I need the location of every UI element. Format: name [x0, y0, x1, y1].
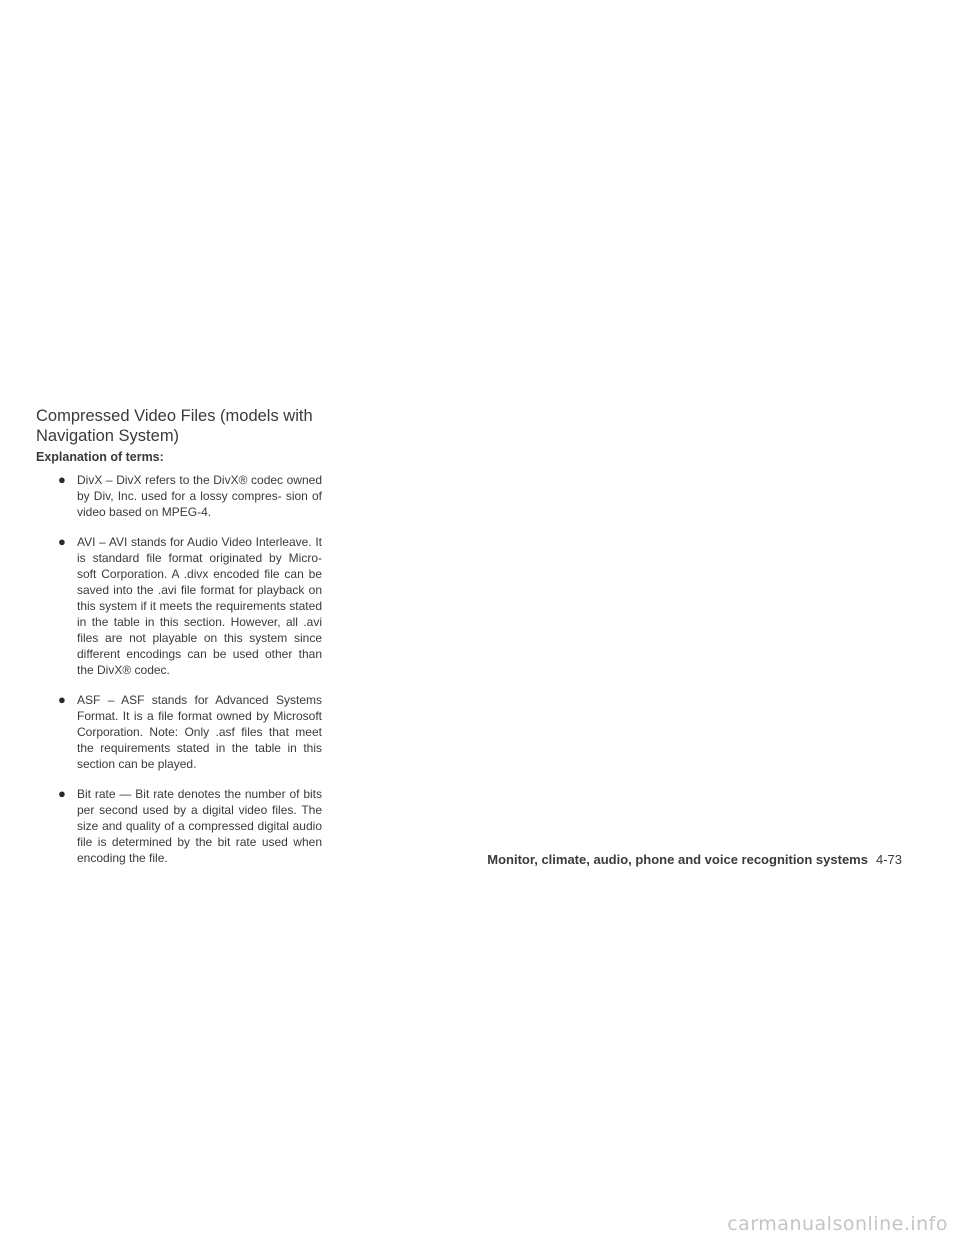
list-item: [36, 786, 322, 866]
page-footer: [487, 852, 902, 868]
list-item: [36, 692, 322, 772]
bullet-icon: ●: [58, 692, 66, 707]
watermark: carmanualsonline.info: [727, 1213, 948, 1235]
bullet-icon: ●: [58, 786, 66, 801]
term-text: ASF – ASF stands for Advanced Systems Format. It is a file format owned by Microsoft Corporation. Note: Only .asf files that meet the requirements stated in the table in this section can be played.: [77, 693, 322, 771]
page-number: 4-73: [875, 852, 902, 867]
list-item: [36, 534, 322, 678]
list-item: [36, 472, 322, 520]
term-text: Bit rate — Bit rate denotes the number of bits per second used by a digital video files. The size and quality of a compressed digital audio file is determined by the bit rate used when encoding the file.: [77, 787, 322, 865]
term-text: DivX – DivX refers to the DivX® codec owned by Div, Inc. used for a lossy compres- sion of video based on MPEG-4.: [77, 473, 322, 519]
footer-section-name: Monitor, climate, audio, phone and voice recognition systems: [487, 852, 868, 867]
terms-heading: Explanation of terms:: [36, 450, 164, 464]
bullet-icon: ●: [58, 534, 66, 549]
section-title: Compressed Video Files (models with Navigation System): [36, 407, 313, 445]
term-text: AVI – AVI stands for Audio Video Interleave. It is standard file format originated by Micro- soft Corporation. A .divx encoded file can be saved into the .avi file format for playback on this system if it meets the requirements stated in the table in this section. However, all .avi files are not playable on this system since different encodings can be used other than the DivX® codec.: [77, 535, 322, 677]
bullet-icon: ●: [58, 472, 66, 487]
term-list: [36, 472, 322, 880]
